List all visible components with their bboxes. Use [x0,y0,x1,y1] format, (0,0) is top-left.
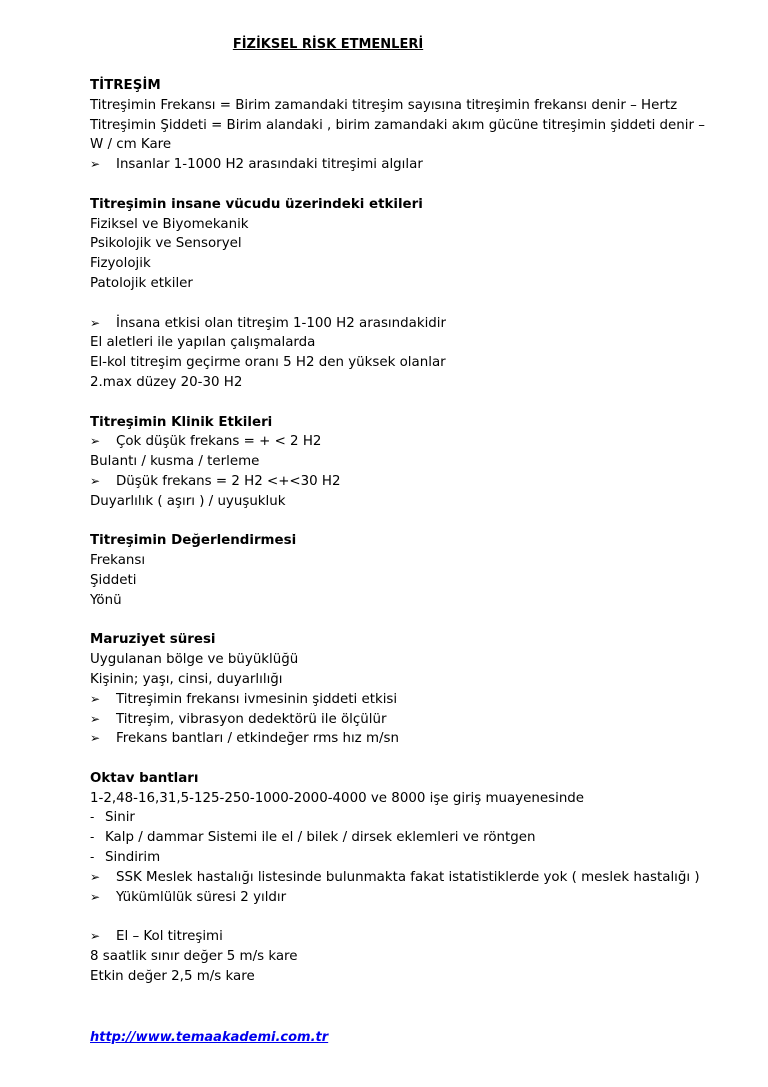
text-line: Fizyolojik [90,256,151,272]
dash-item [90,808,730,828]
bullet-item [90,729,730,749]
item-text: İnsana etkisi olan titreşim 1-100 H2 arasındakidir [116,315,447,331]
item-text: SSK Meslek hastalığı listesinde bulunmakta fakat istatistiklerde yok ( meslek hastalığı ) [116,869,700,885]
item-text: Insanlar 1-1000 H2 arasındaki titreşimi algılar [116,157,423,173]
arrow-bullet-icon: ➢ [90,731,101,746]
item-text: Yükümlülük süresi 2 yıldır [116,889,287,905]
dash-bullet-icon: - [90,810,95,825]
arrow-bullet-icon: ➢ [90,869,101,884]
item-text: Sinir [105,810,135,826]
text-line: 1-2,48-16,31,5-125-250-1000-2000-4000 ve 8000 işe giriş muayenesinde [90,790,585,806]
arrow-bullet-icon: ➢ [90,473,101,488]
text-line: Bulantı / kusma / terleme [90,454,260,470]
bullet-item [90,868,730,888]
spacer [90,749,730,769]
text-line: Titreşimin Frekansı = Birim zamandaki titreşim sayısına titreşimin frekansı denir – Hertz [90,97,678,113]
text-line: Fiziksel ve Biyomekanik [90,216,249,232]
text-line: Kişinin; yaşı, cinsi, duyarlılığı [90,671,283,687]
item-text: Sindirim [105,850,161,866]
bullet-item [90,710,730,730]
text-line: Patolojik etkiler [90,275,193,291]
spacer [90,512,730,532]
text-line: Titreşimin Şiddeti = Birim alandaki , birim zamandaki akım gücüne titreşimin şiddeti denir – [90,117,705,133]
text-line: Etkin değer 2,5 m/s kare [90,968,255,984]
page-title: FİZİKSEL RİSK ETMENLERİ [232,37,424,52]
bullet-item [90,888,730,908]
item-text: El – Kol titreşimi [116,929,223,945]
item-text: Frekans bantları / etkindeğer rms hız m/sn [116,731,399,747]
section-heading: Oktav bantları [90,770,199,786]
section-heading: TİTREŞİM [90,78,161,93]
section-heading: Titreşimin insane vücudu üzerindeki etkileri [90,196,423,212]
text-line: Yönü [90,592,122,608]
dash-bullet-icon: - [90,830,95,845]
item-text: Düşük frekans = 2 H2 <+<30 H2 [116,473,341,489]
bullet-item [90,314,730,334]
text-line: Şiddeti [90,572,137,588]
dash-bullet-icon: - [90,850,95,865]
text-line: El aletleri ile yapılan çalışmalarda [90,335,316,351]
bullet-item [90,432,730,452]
bullet-item [90,927,730,947]
arrow-bullet-icon: ➢ [90,711,101,726]
text-line: Psikolojik ve Sensoryel [90,236,242,252]
arrow-bullet-icon: ➢ [90,929,101,944]
dash-item [90,848,730,868]
spacer [90,907,730,927]
spacer [90,175,730,195]
spacer [90,294,730,314]
item-text: Kalp / dammar Sistemi ile el / bilek / dirsek eklemleri ve röntgen [105,830,536,846]
text-line: W / cm Kare [90,137,172,153]
arrow-bullet-icon: ➢ [90,691,101,706]
item-text: Çok düşük frekans = + < 2 H2 [116,434,322,450]
bullet-item [90,155,730,175]
text-line: 8 saatlik sınır değer 5 m/s kare [90,949,298,965]
item-text: Titreşim, vibrasyon dedektörü ile ölçülür [116,711,387,727]
bullet-item [90,690,730,710]
spacer [90,611,730,631]
item-text: Titreşimin frekansı ivmesinin şiddeti etkisi [116,691,398,707]
text-line: El-kol titreşim geçirme oranı 5 H2 den yüksek olanlar [90,355,446,371]
arrow-bullet-icon: ➢ [90,889,101,904]
footer-link[interactable]: http://www.temaakademi.com.tr [90,1030,329,1045]
text-line: 2.max düzey 20-30 H2 [90,374,243,390]
document-body [90,76,730,987]
arrow-bullet-icon: ➢ [90,434,101,449]
text-line: Frekansı [90,553,146,569]
section-heading: Titreşimin Klinik Etkileri [90,414,273,430]
dash-item [90,828,730,848]
spacer [90,393,730,413]
arrow-bullet-icon: ➢ [90,157,101,172]
section-heading: Maruziyet süresi [90,632,216,648]
arrow-bullet-icon: ➢ [90,315,101,330]
bullet-item [90,472,730,492]
text-line: Duyarlılık ( aşırı ) / uyuşukluk [90,493,286,509]
text-line: Uygulanan bölge ve büyüklüğü [90,652,299,668]
section-heading: Titreşimin Değerlendirmesi [90,533,297,549]
